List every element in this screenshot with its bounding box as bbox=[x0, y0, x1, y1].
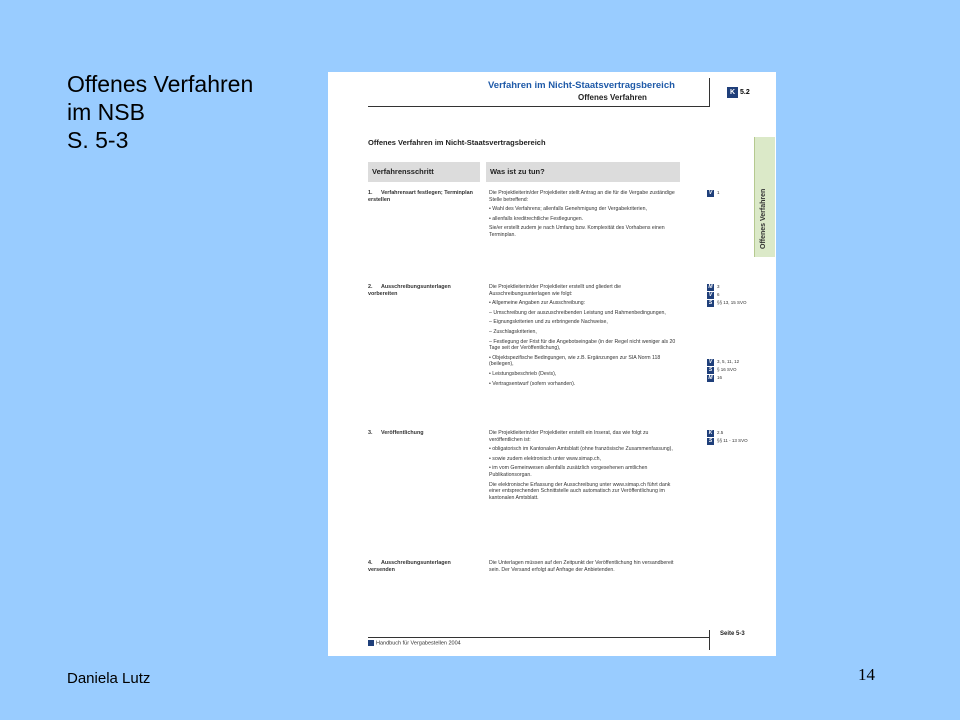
reference-marker-icon: V bbox=[708, 359, 713, 365]
doc-footer-divider bbox=[709, 630, 710, 650]
reference-text: §§ 13, 15 SVO bbox=[717, 300, 747, 306]
row-paragraph: Die Projektleiterin/der Projektleiter stellt Antrag an die für die Vergabe zuständige Stelle betreffend: bbox=[489, 190, 675, 203]
row-step-label: Verfahrensart festlegen; Terminplan erstellen bbox=[368, 190, 473, 203]
row-references bbox=[707, 190, 776, 198]
reference-text: 2.5 bbox=[717, 430, 724, 436]
row-step-label: Veröffentlichung bbox=[381, 430, 424, 436]
row-step-number: 3. bbox=[368, 430, 373, 436]
doc-header-divider bbox=[709, 78, 710, 107]
row-step-number: 2. bbox=[368, 284, 373, 290]
row-step-label: Ausschreibungsunterlagen vorbereiten bbox=[368, 284, 451, 297]
doc-header-title: Verfahren im Nicht-Staatsvertragsbereich bbox=[488, 80, 675, 91]
row-step-number: 4. bbox=[368, 560, 373, 566]
row-description bbox=[489, 560, 681, 576]
row-paragraph: – Umschreibung der auszuschreibenden Leistung und Rahmenbedingungen, bbox=[489, 309, 666, 316]
reference-text: 3 bbox=[717, 284, 720, 290]
reference-marker-icon: M bbox=[708, 284, 713, 290]
row-paragraph: – Festlegung der Frist für die Angebotseingabe (in der Regel nicht weniger als 20 Tage seit der Veröffentlichung), bbox=[489, 338, 676, 352]
row-paragraph: – Eignungskriterien und zu erbringende Nachweise, bbox=[489, 319, 608, 326]
row-paragraph: • Wahl des Verfahrens; allenfalls Genehmigung der Vergabekriterien, bbox=[489, 206, 647, 213]
reference-text: 1 bbox=[717, 190, 720, 196]
reference-item bbox=[707, 375, 776, 382]
reference-marker-icon: S bbox=[708, 367, 713, 373]
row-paragraph: • Objektspezifische Bedingungen, wie z.B. Ergänzungen zur SIA Norm 118 (beilegen), bbox=[489, 354, 661, 368]
reference-text: 16 bbox=[717, 375, 723, 381]
row-paragraph: Die Unterlagen müssen auf den Zeitpunkt der Veröffentlichung hin versandbereit sein. Der Versand erfolgt auf Anfrage der Anbietenden. bbox=[489, 560, 674, 573]
row-references bbox=[707, 284, 776, 383]
reference-marker-icon: V bbox=[708, 190, 713, 196]
chapter-k-icon: K bbox=[727, 87, 738, 98]
doc-footer-rule bbox=[368, 637, 710, 638]
col-header-step: Verfahrensschritt bbox=[368, 162, 480, 182]
row-paragraph: Sie/er erstellt zudem je nach Umfang bzw. Komplexität des Vorhabens einen Terminplan. bbox=[489, 225, 665, 238]
row-paragraph: • Allgemeine Angaben zur Ausschreibung: bbox=[489, 300, 586, 307]
reference-marker-icon: S bbox=[708, 300, 713, 306]
row-description bbox=[489, 190, 681, 242]
row-step bbox=[368, 560, 478, 573]
row-step-number: 1. bbox=[368, 190, 373, 196]
row-paragraph: Die Projektleiterin/der Projektleiter erstellt ein Inserat, das wie folgt zu veröffentlichen ist: bbox=[489, 430, 649, 443]
slide-title-line-1: Offenes Verfahren bbox=[67, 71, 254, 97]
slide-title bbox=[67, 70, 253, 154]
doc-header-rule bbox=[368, 106, 710, 107]
chapter-number: 5.2 bbox=[740, 89, 750, 96]
reference-item bbox=[707, 292, 776, 299]
reference-item bbox=[707, 367, 776, 374]
reference-marker-icon: V bbox=[708, 292, 713, 298]
reference-item bbox=[707, 430, 776, 437]
doc-footer-page: Seite 5-3 bbox=[720, 631, 745, 637]
reference-item bbox=[707, 438, 776, 445]
slide-title-line-2: im NSB bbox=[67, 99, 145, 125]
row-paragraph: • sowie zudem elektronisch unter www.simap.ch, bbox=[489, 455, 601, 462]
doc-side-tab-label: Offenes Verfahren bbox=[760, 188, 767, 249]
slide-author: Daniela Lutz bbox=[67, 670, 151, 687]
slide-page-number: 14 bbox=[858, 665, 875, 684]
reference-text: § 16 SVO bbox=[717, 367, 737, 373]
row-paragraph: Die Projektleiterin/der Projektleiter erstellt und gliedert die Ausschreibungsunterlagen wie folgt: bbox=[489, 284, 622, 297]
row-paragraph: • allenfalls kreditrechtliche Festlegungen. bbox=[489, 215, 584, 222]
doc-footer-left bbox=[368, 640, 461, 646]
slide-title-line-3: S. 5-3 bbox=[67, 127, 129, 153]
row-paragraph: • im vom Gemeinwesen allenfalls zusätzlich vorgesehenen amtlichen Publikationsorgan. bbox=[489, 465, 648, 478]
doc-header-subtitle: Offenes Verfahren bbox=[578, 93, 647, 102]
doc-footer-left-text: Handbuch für Vergabestellen 2004 bbox=[376, 640, 461, 647]
row-paragraph: • Leistungsbeschrieb (Devis), bbox=[489, 370, 557, 377]
document-page-image bbox=[328, 72, 776, 656]
reference-marker-icon: S bbox=[708, 438, 713, 444]
row-step bbox=[368, 190, 478, 203]
row-paragraph: • Vertragsentwurf (sofern vorhanden). bbox=[489, 380, 576, 387]
doc-chapter-badge bbox=[727, 87, 750, 98]
reference-item bbox=[707, 300, 776, 307]
arrow-icon bbox=[368, 640, 374, 646]
reference-item bbox=[707, 284, 776, 291]
row-paragraph: • obligatorisch im Kantonalen Amtsblatt (ohne französische Zusammenfassung), bbox=[489, 446, 673, 453]
reference-marker-icon: M bbox=[708, 375, 713, 381]
reference-text: §§ 11 - 13 SVO bbox=[717, 438, 748, 444]
reference-marker-icon: K bbox=[708, 430, 713, 436]
reference-item bbox=[707, 190, 776, 197]
reference-item bbox=[707, 359, 776, 366]
row-paragraph: – Zuschlagskriterien, bbox=[489, 328, 537, 335]
row-paragraph: Die elektronische Erfassung der Ausschreibung unter www.simap.ch führt dank einer entsprechenden Schnittstelle auch automatisch zur Veröffentlichung im kantonalen Amtsblatt. bbox=[489, 481, 671, 501]
row-references bbox=[707, 430, 776, 446]
col-header-todo: Was ist zu tun? bbox=[486, 162, 680, 182]
row-step bbox=[368, 284, 478, 297]
row-description bbox=[489, 430, 681, 504]
reference-text: 6 bbox=[717, 292, 720, 298]
doc-section-title: Offenes Verfahren im Nicht-Staatsvertragsbereich bbox=[368, 138, 546, 147]
row-step bbox=[368, 430, 478, 437]
row-step-label: Ausschreibungsunterlagen versenden bbox=[368, 560, 451, 573]
reference-text: 3, 5, 11, 12 bbox=[717, 359, 740, 365]
row-description bbox=[489, 284, 681, 390]
